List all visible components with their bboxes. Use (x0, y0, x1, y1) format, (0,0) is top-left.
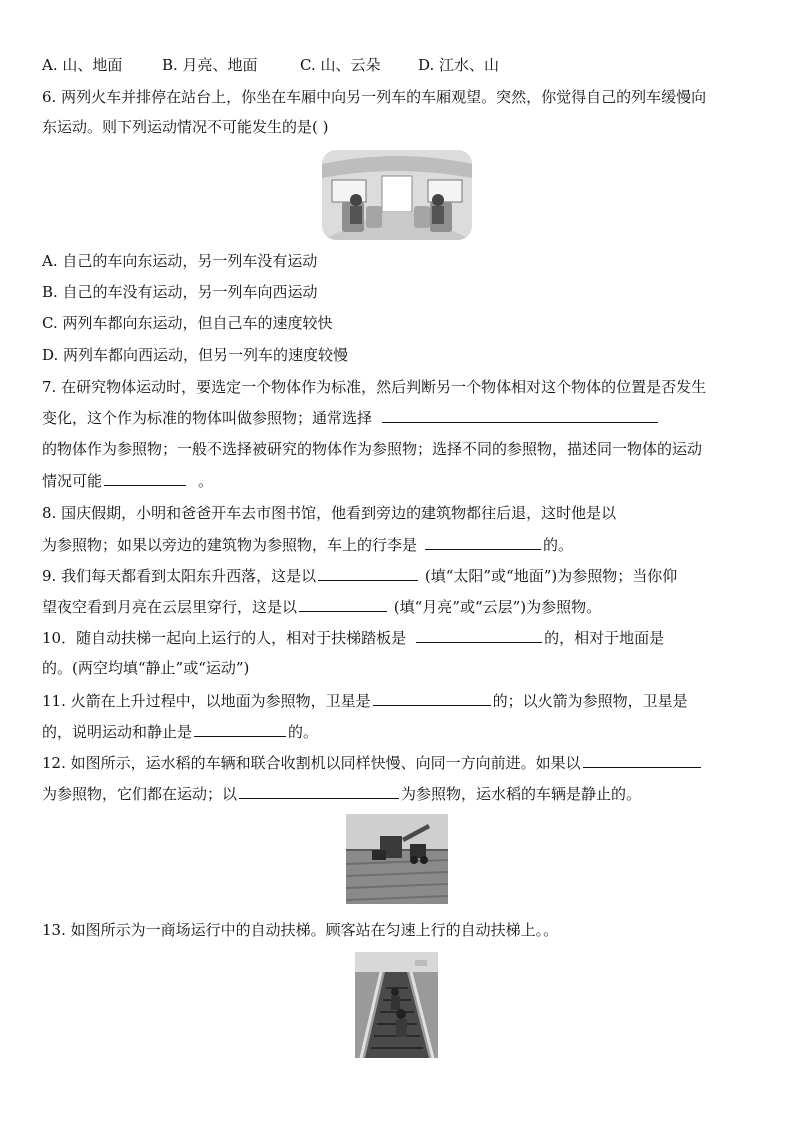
q5-option-b: B. 月亮、地面 (162, 56, 258, 74)
q9-blank-1[interactable] (318, 565, 418, 581)
harvester-photo (346, 814, 448, 904)
q8-blank[interactable] (425, 534, 541, 550)
q9-line-1 (42, 565, 754, 586)
q6-option-b: B. 自己的车没有运动，另一列车向西运动 (42, 283, 318, 301)
q7-blank-2[interactable] (104, 470, 186, 486)
q6-stem-line-1: 6. 两列火车并排停在站台上，你坐在车厢中向另一列车的车厢观望。突然，你觉得自己的列车缓慢向 (42, 88, 707, 106)
q12-line-2-text: 为参照物，它们都在运动；以 (42, 785, 238, 803)
q6-stem-line-2: 东运动。则下列运动情况不可能发生的是( ) (42, 118, 329, 136)
q5-option-c: C. 山、云朵 (300, 56, 381, 74)
q8-line-2-text: 为参照物；如果以旁边的建筑物为参照物，车上的行李是 (42, 536, 418, 554)
q10-line-1-end: 的，相对于地面是 (544, 629, 665, 647)
q12-blank-1[interactable] (583, 752, 701, 768)
q7-blank-1[interactable] (382, 407, 658, 423)
q11-line-2-end: 的。 (288, 723, 319, 741)
q9-line-2 (42, 596, 754, 617)
q12-line-2 (42, 783, 754, 804)
q11-line-1-text: 11. 火箭在上升过程中，以地面为参照物，卫星是 (42, 692, 371, 710)
q8-line-2 (42, 534, 754, 555)
escalator-photo (355, 952, 438, 1058)
q9-blank-2[interactable] (299, 596, 387, 612)
q5-option-a: A. 山、地面 (42, 56, 123, 74)
q9-line-1-text: 9. 我们每天都看到太阳东升西落，这是以 (42, 567, 317, 585)
q12-line-2-end: 为参照物，运水稻的车辆是静止的。 (401, 785, 642, 803)
q6-option-d: D. 两列车都向西运动，但另一列车的速度较慢 (42, 346, 349, 364)
q8-line-1: 8. 国庆假期，小明和爸爸开车去市图书馆，他看到旁边的建筑物都往后退，这时他是以 (42, 504, 617, 522)
q9-line-1-end: (填“太阳”或“地面”)为参照物；当你仰 (420, 567, 678, 585)
q7-line-2-text: 变化，这个作为标准的物体叫做参照物；通常选择 (42, 409, 373, 427)
q9-line-2-text: 望夜空看到月亮在云层里穿行，这是以 (42, 598, 298, 616)
q12-blank-2[interactable] (239, 783, 399, 799)
q10-line-2: 的。(两空均填“静止”或“运动”) (42, 659, 250, 677)
q11-line-2 (42, 721, 754, 742)
train-carriage-image (322, 150, 472, 240)
q7-line-2 (42, 407, 754, 428)
q7-line-4-text: 情况可能 (42, 472, 103, 490)
q7-line-4-end: 。 (198, 472, 214, 490)
q5-option-d: D. 江水、山 (418, 56, 500, 74)
q10-line-1 (42, 627, 754, 648)
q6-option-a: A. 自己的车向东运动，另一列车没有运动 (42, 252, 318, 270)
q11-line-2-text: 的，说明运动和静止是 (42, 723, 193, 741)
q11-line-1 (42, 690, 754, 711)
q7-line-3: 的物体作为参照物；一般不选择被研究的物体作为参照物；选择不同的参照物，描述同一物体的运动 (42, 440, 703, 458)
q5-options (42, 55, 754, 75)
q7-line-4 (42, 470, 754, 491)
q7-line-1: 7. 在研究物体运动时，要选定一个物体作为标准，然后判断另一个物体相对这个物体的位置是否发生 (42, 378, 707, 396)
q6-option-c: C. 两列车都向东运动，但自己车的速度较快 (42, 314, 333, 332)
q9-line-2-end: (填“月亮”或“云层”)为参照物。 (389, 598, 602, 616)
q11-blank-1[interactable] (373, 690, 491, 706)
q12-line-1-text: 12. 如图所示，运水稻的车辆和联合收割机以同样快慢、向同一方向前进。如果以 (42, 754, 581, 772)
q11-blank-2[interactable] (194, 721, 286, 737)
q13-line-1: 13. 如图所示为一商场运行中的自动扶梯。顾客站在匀速上行的自动扶梯上。。 (42, 921, 559, 939)
q8-line-2-end: 的。 (543, 536, 574, 554)
q10-blank-1[interactable] (416, 627, 542, 643)
q10-line-1-text: 10．随自动扶梯一起向上运行的人，相对于扶梯踏板是 (42, 629, 407, 647)
q11-line-1-end: 的；以火箭为参照物，卫星是 (492, 692, 688, 710)
q12-line-1 (42, 752, 754, 773)
